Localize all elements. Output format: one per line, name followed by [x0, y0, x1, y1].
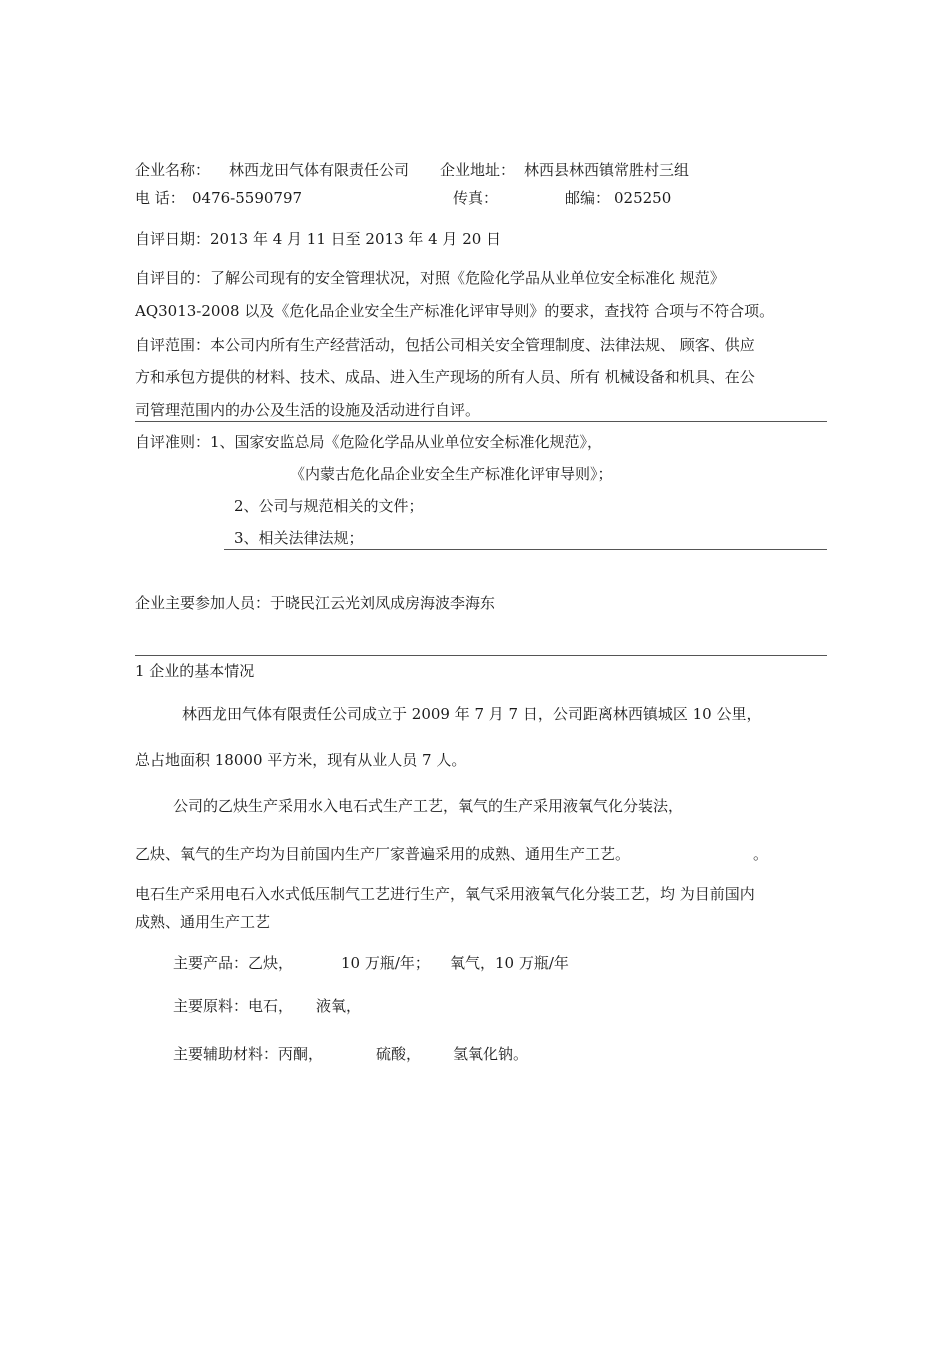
scope-line-2: 方和承包方提供的材料、技术、成品、进入生产现场的所有人员、所有 机械设备和机具、在公 [135, 368, 755, 386]
scope-line-1: 自评范围：本公司内所有生产经营活动，包括公司相关安全管理制度、法律法规、 顾客、供应 [135, 336, 755, 354]
products-label: 主要产品：乙炔， [173, 954, 294, 972]
paragraph-1-line-2: 总占地面积 18000 平方米，现有从业人员 7 人。 [135, 751, 467, 769]
products-value-1: 10 万瓶/年； [341, 954, 430, 972]
aux-materials-value-1: 硫酸， [376, 1045, 422, 1063]
purpose-line-2: AQ3013-2008 以及《危化品企业安全生产标准化评审导则》的要求，查找符 合项与不符合项。 [135, 302, 775, 320]
criteria-line-3: 2、公司与规范相关的文件； [234, 497, 424, 515]
raw-materials-label: 主要原料：电石， [173, 997, 294, 1015]
paragraph-1-line-1: 林西龙田气体有限责任公司成立于 2009 年 7 月 7 日，公司距离林西镇城区 10 公里， [182, 705, 762, 723]
phone-number: 0476-5590797 [192, 189, 303, 207]
section-heading: 1 企业的基本情况 [135, 662, 255, 680]
company-address: 林西县林西镇常胜村三组 [524, 161, 690, 179]
scope-line-3: 司管理范围内的办公及生活的设施及活动进行自评。 [135, 401, 481, 419]
postcode-label: 邮编： [565, 189, 611, 207]
divider [224, 549, 827, 550]
raw-materials-value-1: 液氧， [316, 997, 362, 1015]
paragraph-2-line-2: 乙炔、氧气的生产均为目前国内生产厂家普遍采用的成熟、通用生产工艺。 [135, 845, 631, 863]
postcode: 025250 [614, 189, 672, 207]
purpose-line-1: 自评目的：了解公司现有的安全管理状况，对照《危险化学品从业单位安全标准化 规范》 [135, 269, 725, 287]
aux-materials-value-2: 氢氧化钠。 [453, 1045, 529, 1063]
participants: 企业主要参加人员：于晓民江云光刘凤成房海波李海东 [135, 594, 496, 612]
criteria-line-1: 自评准则：1、国家安监总局《危险化学品从业单位安全标准化规范》， [135, 433, 603, 451]
divider [135, 421, 827, 422]
phone-label: 电 话： [135, 189, 185, 207]
company-name: 林西龙田气体有限责任公司 [229, 161, 410, 179]
fax-label: 传真： [453, 189, 499, 207]
company-name-label: 企业名称： [135, 161, 211, 179]
paragraph-2-tail: 。 [753, 845, 769, 863]
paragraph-3-line-2: 成熟、通用生产工艺 [135, 913, 271, 931]
evaluation-date: 自评日期：2013 年 4 月 11 日至 2013 年 4 月 20 日 [135, 230, 502, 248]
criteria-line-2: 《内蒙古危化品企业安全生产标准化评审导则》； [290, 465, 613, 483]
products-value-2: 氧气，10 万瓶/年 [450, 954, 569, 972]
paragraph-2-line-1: 公司的乙炔生产采用水入电石式生产工艺，氧气的生产采用液氧气化分装法， [173, 797, 684, 815]
aux-materials-label: 主要辅助材料：丙酮， [173, 1045, 324, 1063]
company-address-label: 企业地址： [440, 161, 516, 179]
paragraph-3-line-1: 电石生产采用电石入水式低压制气工艺进行生产，氧气采用液氧气化分装工艺，均 为目前国内 [135, 885, 755, 903]
criteria-line-4: 3、相关法律法规； [234, 529, 364, 547]
divider [135, 655, 827, 656]
